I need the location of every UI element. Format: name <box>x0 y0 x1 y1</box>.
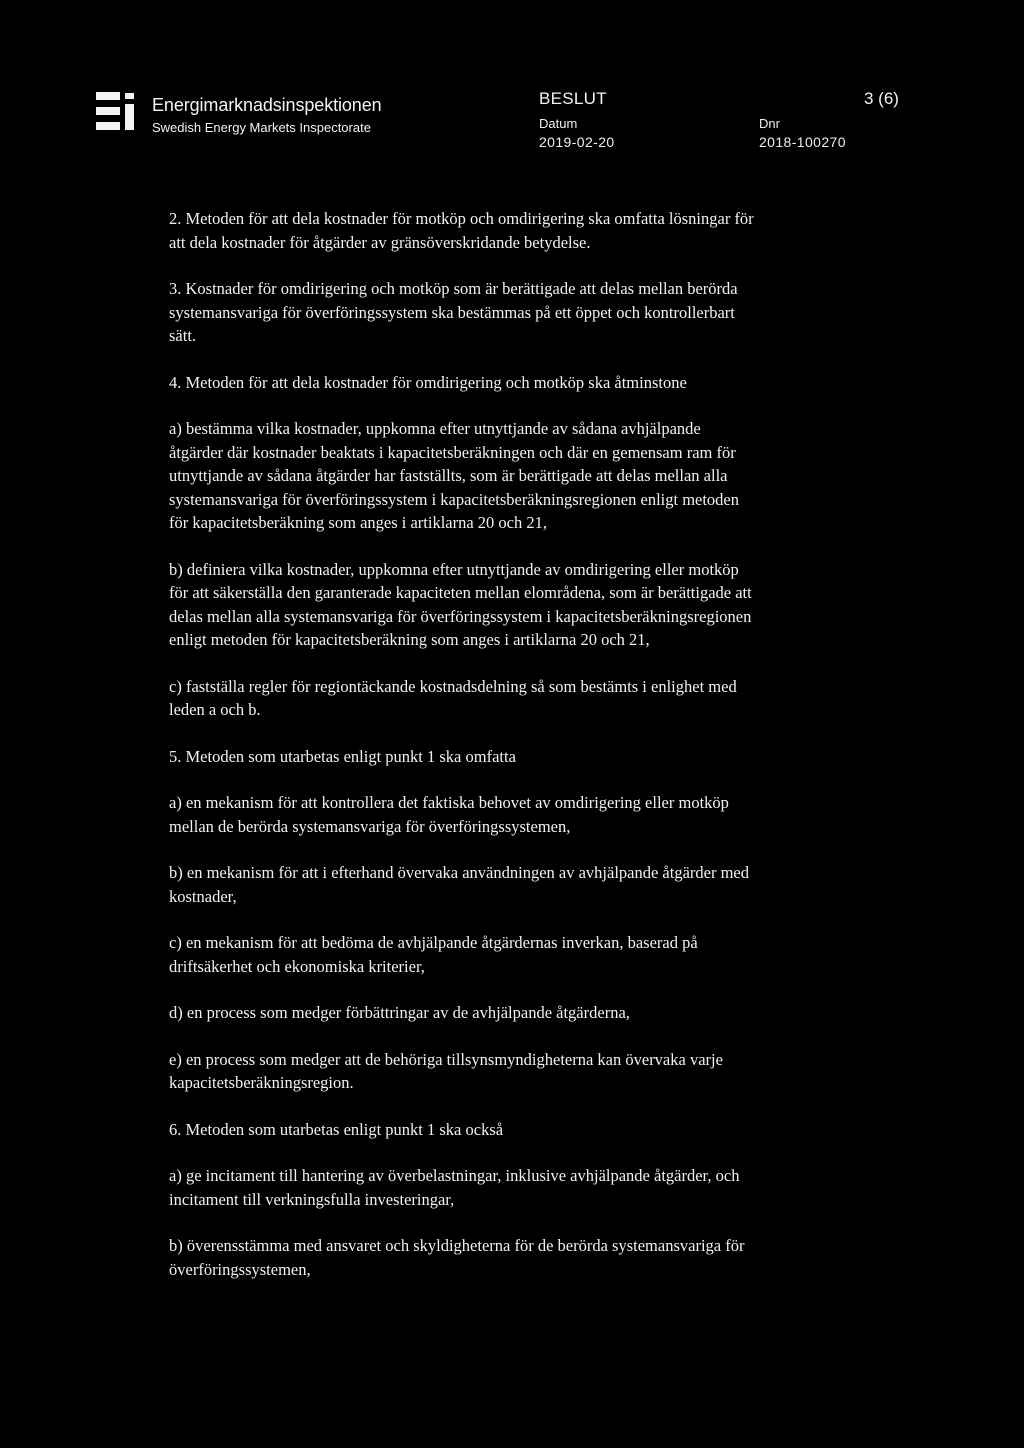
organization-subtitle: Swedish Energy Markets Inspectorate <box>152 120 371 135</box>
organization-logo <box>96 91 136 131</box>
paragraph-point-4: 4. Metoden för att dela kostnader för omdirigering och motköp ska åtminstone <box>169 372 687 392</box>
date-label: Datum <box>539 116 578 131</box>
date-block <box>539 115 615 151</box>
paragraph-point-6b: b) överensstämma med ansvaret och skyldigheterna för de berörda systemansvariga för överföringssystemen, <box>169 1236 745 1279</box>
paragraph-point-3: 3. Kostnader för omdirigering och motköp som är berättigade att delas mellan berörda systemansvariga för överföringssystem ska bestämmas på ett öppet och kontrollerbart sätt. <box>169 279 738 345</box>
date-value: 2019-02-20 <box>539 134 615 150</box>
paragraph-point-5: 5. Metoden som utarbetas enligt punkt 1 ska omfatta <box>169 746 516 766</box>
page-number: 3 (6) <box>864 89 899 108</box>
paragraph-point-5b: b) en mekanism för att i efterhand övervaka användningen av avhjälpande åtgärder med kostnader, <box>169 863 750 906</box>
paragraph-point-6a: a) ge incitament till hantering av överbelastningar, inklusive avhjälpande åtgärder, och incitament till verkningsfulla investeringar, <box>169 1166 740 1209</box>
organization-name-block <box>152 93 382 137</box>
paragraph-point-5c: c) en mekanism för att bedöma de avhjälpande åtgärdernas inverkan, baserad på driftsäkerhet och ekonomiska kriterier, <box>169 933 698 976</box>
paragraph-point-5d: d) en process som medger förbättringar av de avhjälpande åtgärderna, <box>169 1003 630 1022</box>
document-body <box>169 207 859 1281</box>
paragraph-point-6: 6. Metoden som utarbetas enligt punkt 1 ska också <box>169 1119 504 1139</box>
registration-number-block <box>759 115 846 151</box>
paragraph-point-2: 2. Metoden för att dela kostnader för motköp och omdirigering ska omfatta lösningar för att dela kostnader för åtgärder av gränsöverskridande betydelse. <box>169 209 754 252</box>
paragraph-point-5a: a) en mekanism för att kontrollera det faktiska behovet av omdirigering eller motköp mellan de berörda systemansvariga för överföringssystemen, <box>169 793 729 836</box>
paragraph-point-4c: c) fastställa regler för regiontäckande kostnadsdelning så som bestämts i enlighet med leden a och b. <box>169 676 737 719</box>
registration-number-label: Dnr <box>759 116 780 131</box>
registration-number-value: 2018-100270 <box>759 134 846 150</box>
paragraph-point-4a: a) bestämma vilka kostnader, uppkomna efter utnyttjande av sådana avhjälpande åtgärder där kostnader beaktats i kapacitetsberäkningen och där en gemensam ram för utnyttjande av sådana åtgärder har fastställts, som är berättigade att delas mellan alla systemansvariga för överföringssystem i kapacitetsberäkningsregionen enligt metoden för kapacitetsberäkning som anges i artiklarna 20 och 21, <box>169 419 740 532</box>
paragraph-point-5e: e) en process som medger att de behöriga tillsynsmyndigheterna kan övervaka varje kapacitetsberäkningsregion. <box>169 1049 723 1092</box>
document-type: BESLUT <box>539 89 607 108</box>
organization-name: Energimarknadsinspektionen <box>152 95 382 115</box>
paragraph-point-4b: b) definiera vilka kostnader, uppkomna efter utnyttjande av omdirigering eller motköp för att säkerställa den garanterade kapaciteten mellan elområdena, som är berättigade att delas mellan alla systemansvariga för överföringssystem i kapacitetsberäkningsregionen enligt metoden för kapacitetsberäkning som anges i artiklarna 20 och 21, <box>169 559 752 649</box>
